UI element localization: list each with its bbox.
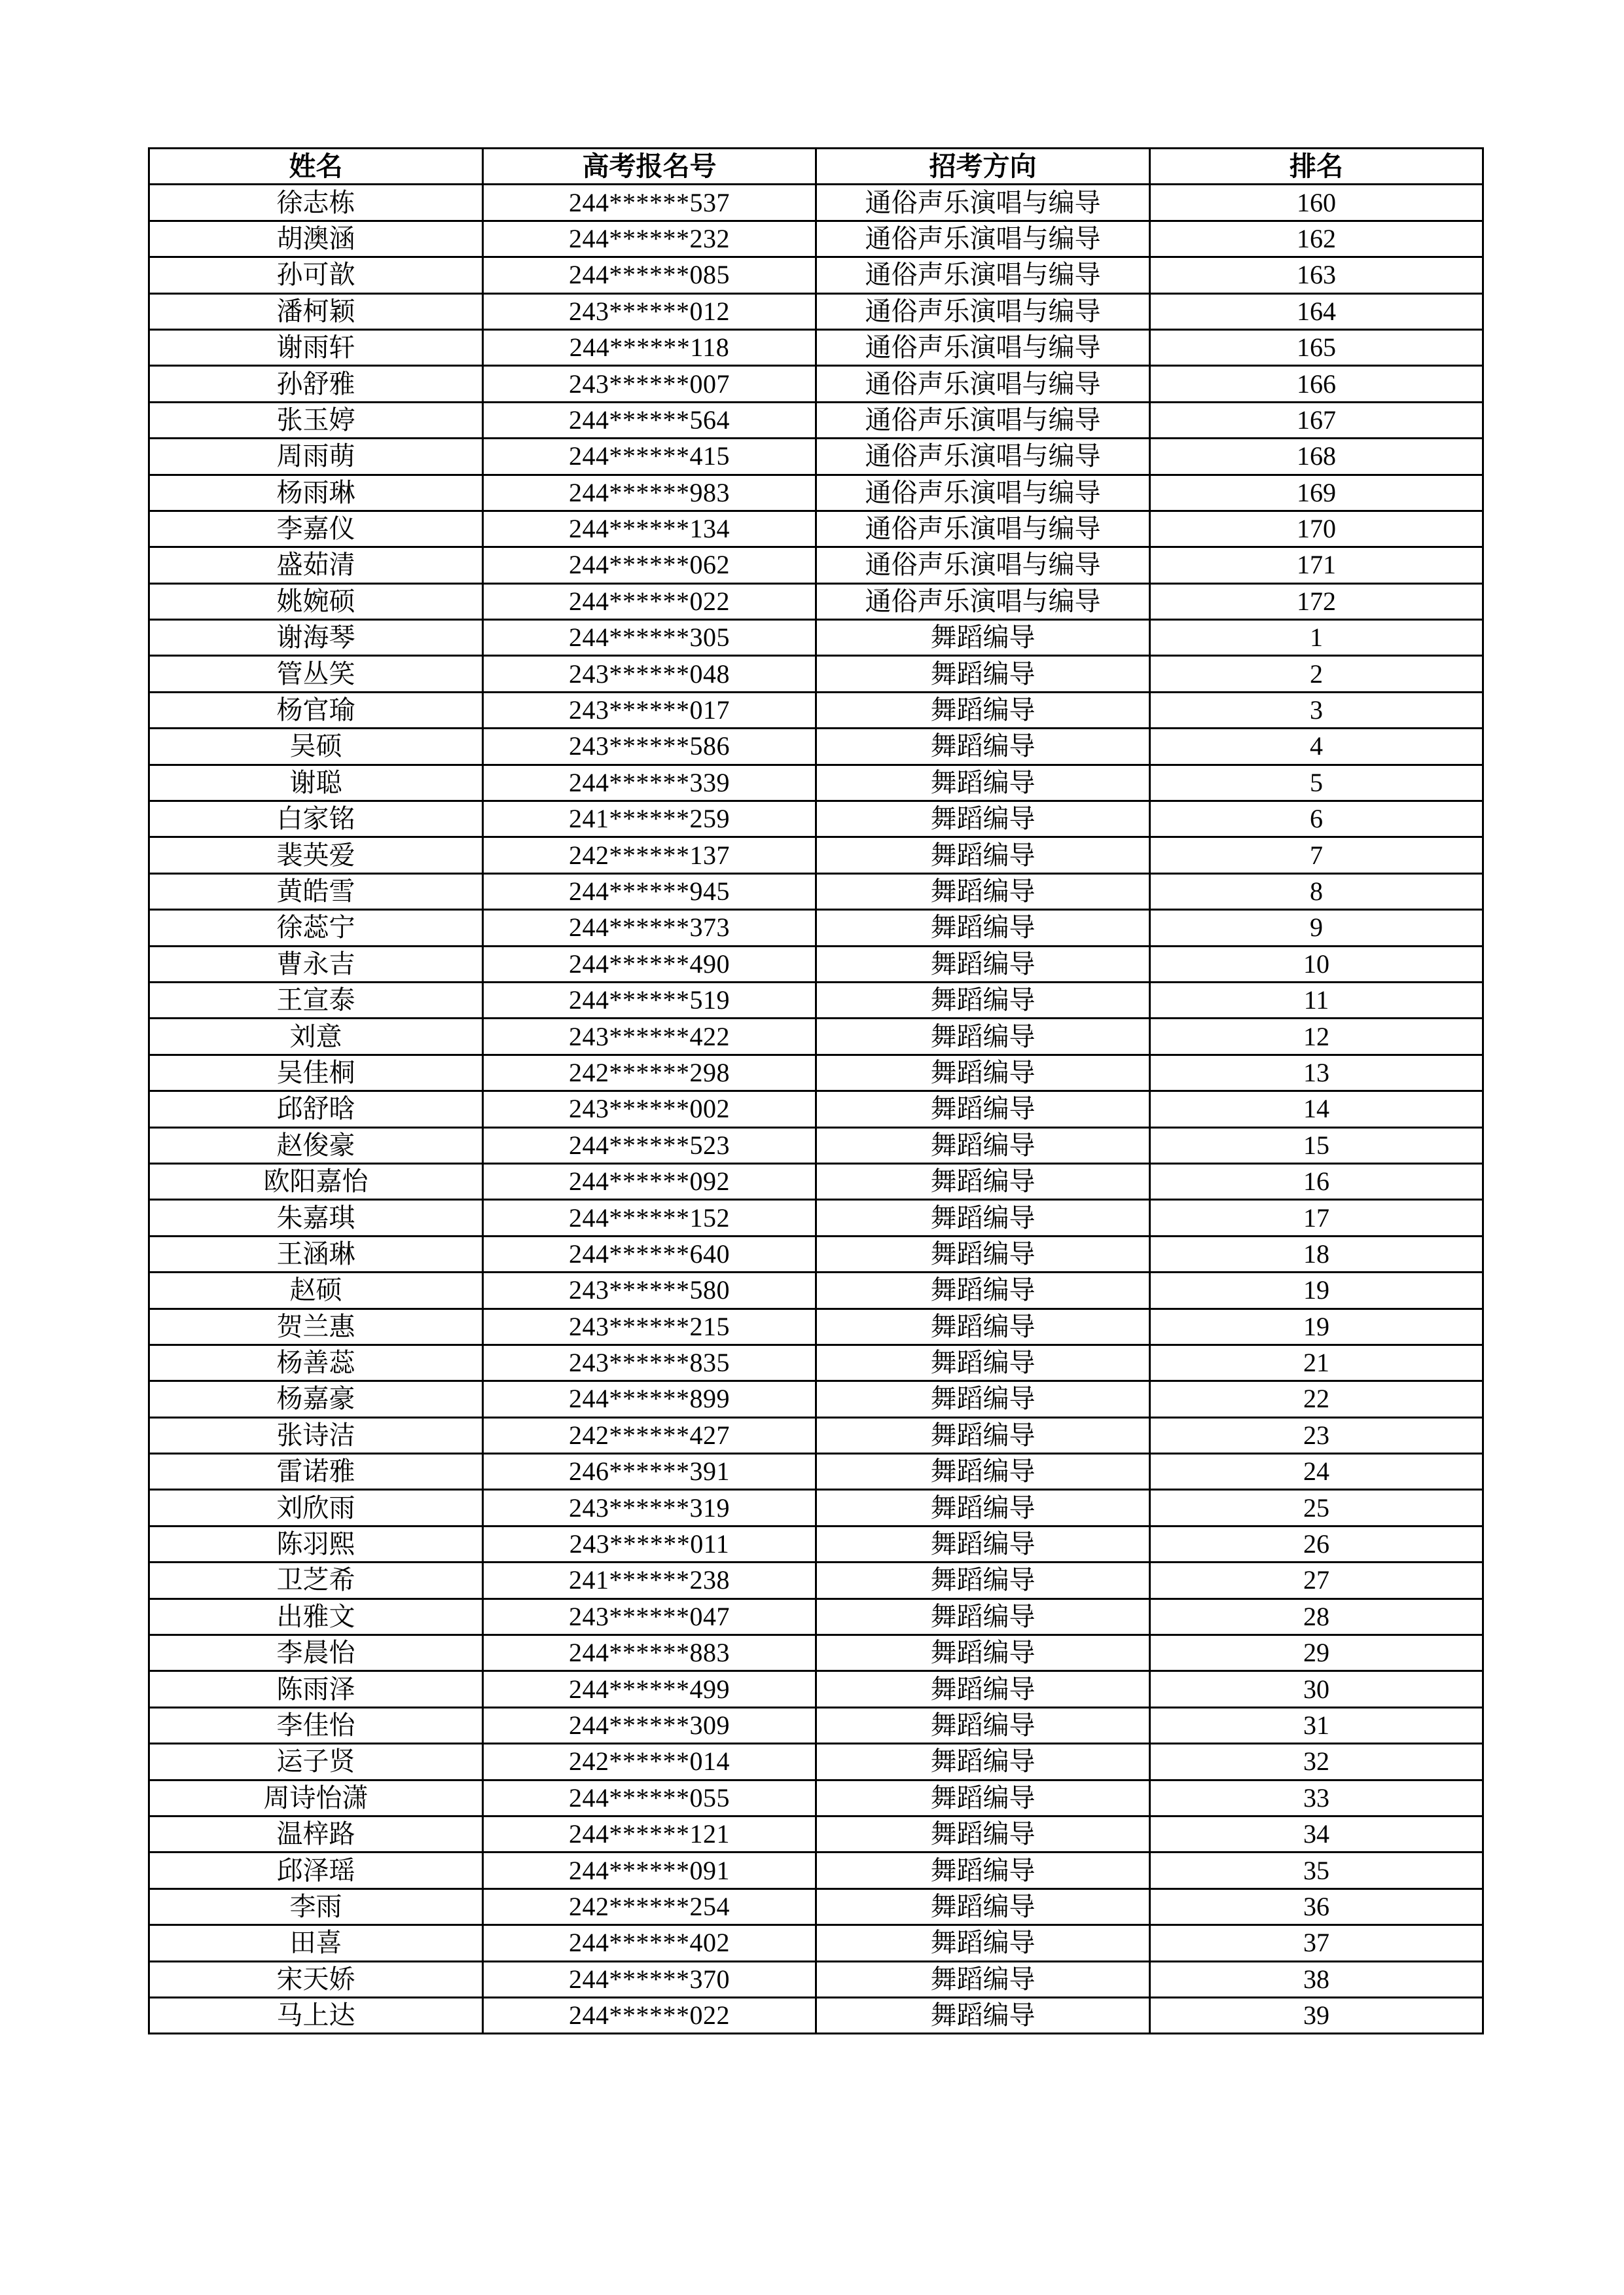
cell-direction: 通俗声乐演唱与编导 [816,583,1150,619]
cell-rank: 169 [1150,475,1483,511]
table-body [149,185,1483,2034]
table-row [149,221,1483,257]
cell-direction: 舞蹈编导 [816,656,1150,692]
cell-name: 吴佳桐 [149,1055,483,1091]
table-row [149,1309,1483,1345]
table-row [149,366,1483,402]
cell-exam-id: 243******586 [483,729,816,765]
cell-exam-id: 243******017 [483,692,816,728]
cell-name: 马上达 [149,1997,483,2033]
table-row [149,583,1483,619]
cell-name: 周诗怡潇 [149,1780,483,1816]
cell-exam-id: 244******883 [483,1635,816,1671]
table-row [149,1091,1483,1127]
cell-direction: 舞蹈编导 [816,1345,1150,1381]
cell-name: 运子贤 [149,1744,483,1780]
cell-name: 周雨萌 [149,439,483,475]
cell-direction: 通俗声乐演唱与编导 [816,366,1150,402]
cell-exam-id: 242******298 [483,1055,816,1091]
table-row [149,1852,1483,1888]
cell-direction: 通俗声乐演唱与编导 [816,329,1150,365]
cell-exam-id: 244******373 [483,910,816,946]
cell-direction: 通俗声乐演唱与编导 [816,257,1150,293]
cell-name: 谢聪 [149,765,483,801]
cell-name: 孙可歆 [149,257,483,293]
column-header-rank: 排名 [1150,149,1483,185]
cell-exam-id: 243******580 [483,1273,816,1309]
cell-rank: 4 [1150,729,1483,765]
table-row [149,1236,1483,1272]
cell-exam-id: 244******121 [483,1816,816,1852]
table-row [149,1200,1483,1236]
cell-rank: 1 [1150,620,1483,656]
cell-name: 陈羽熙 [149,1526,483,1562]
cell-direction: 舞蹈编导 [816,1381,1150,1417]
cell-exam-id: 244******519 [483,982,816,1018]
cell-direction: 舞蹈编导 [816,1707,1150,1743]
cell-direction: 舞蹈编导 [816,1055,1150,1091]
cell-rank: 17 [1150,1200,1483,1236]
table-row [149,837,1483,873]
cell-direction: 舞蹈编导 [816,1780,1150,1816]
table-row [149,873,1483,909]
column-header-direction: 招考方向 [816,149,1150,185]
cell-rank: 39 [1150,1997,1483,2033]
cell-exam-id: 243******012 [483,293,816,329]
cell-rank: 28 [1150,1599,1483,1635]
cell-rank: 163 [1150,257,1483,293]
cell-direction: 舞蹈编导 [816,1852,1150,1888]
cell-exam-id: 244******415 [483,439,816,475]
cell-name: 胡澳涵 [149,221,483,257]
cell-direction: 舞蹈编导 [816,1490,1150,1526]
cell-name: 刘欣雨 [149,1490,483,1526]
cell-rank: 8 [1150,873,1483,909]
table-row [149,1816,1483,1852]
cell-name: 宋天娇 [149,1961,483,1997]
cell-exam-id: 242******137 [483,837,816,873]
cell-name: 邱舒晗 [149,1091,483,1127]
cell-direction: 舞蹈编导 [816,873,1150,909]
cell-rank: 12 [1150,1019,1483,1055]
cell-name: 张诗洁 [149,1417,483,1453]
cell-exam-id: 244******402 [483,1925,816,1961]
cell-name: 谢雨轩 [149,329,483,365]
cell-rank: 19 [1150,1273,1483,1309]
cell-direction: 舞蹈编导 [816,801,1150,837]
cell-direction: 舞蹈编导 [816,692,1150,728]
cell-direction: 舞蹈编导 [816,910,1150,946]
cell-direction: 舞蹈编导 [816,982,1150,1018]
cell-direction: 通俗声乐演唱与编导 [816,293,1150,329]
cell-rank: 168 [1150,439,1483,475]
header-row [149,149,1483,185]
cell-exam-id: 246******391 [483,1454,816,1490]
cell-exam-id: 244******945 [483,873,816,909]
cell-name: 陈雨泽 [149,1671,483,1707]
cell-rank: 23 [1150,1417,1483,1453]
cell-rank: 13 [1150,1055,1483,1091]
cell-exam-id: 243******835 [483,1345,816,1381]
table-row [149,511,1483,547]
cell-exam-id: 244******152 [483,1200,816,1236]
cell-rank: 10 [1150,946,1483,982]
table-row [149,439,1483,475]
cell-name: 卫芝希 [149,1563,483,1599]
column-header-name: 姓名 [149,149,483,185]
cell-rank: 32 [1150,1744,1483,1780]
table-row [149,620,1483,656]
cell-direction: 舞蹈编导 [816,1925,1150,1961]
cell-rank: 25 [1150,1490,1483,1526]
cell-exam-id: 244******085 [483,257,816,293]
cell-name: 田喜 [149,1925,483,1961]
table-row [149,765,1483,801]
column-header-exam-id: 高考报名号 [483,149,816,185]
cell-direction: 舞蹈编导 [816,1236,1150,1272]
cell-exam-id: 243******011 [483,1526,816,1562]
cell-rank: 6 [1150,801,1483,837]
table-row [149,547,1483,583]
cell-exam-id: 241******238 [483,1563,816,1599]
table-row [149,1744,1483,1780]
cell-exam-id: 244******499 [483,1671,816,1707]
cell-direction: 舞蹈编导 [816,1635,1150,1671]
cell-name: 徐志栋 [149,185,483,221]
cell-name: 徐蕊宁 [149,910,483,946]
cell-name: 杨嘉豪 [149,1381,483,1417]
cell-name: 杨雨琳 [149,475,483,511]
table-row [149,1417,1483,1453]
table-row [149,1019,1483,1055]
cell-exam-id: 241******259 [483,801,816,837]
cell-exam-id: 244******899 [483,1381,816,1417]
cell-name: 出雅文 [149,1599,483,1635]
cell-exam-id: 244******305 [483,620,816,656]
table-row [149,1563,1483,1599]
cell-rank: 9 [1150,910,1483,946]
table-row [149,982,1483,1018]
cell-direction: 舞蹈编导 [816,1127,1150,1163]
cell-direction: 舞蹈编导 [816,1019,1150,1055]
cell-exam-id: 244******134 [483,511,816,547]
cell-rank: 164 [1150,293,1483,329]
cell-name: 王宣泰 [149,982,483,1018]
cell-name: 欧阳嘉怡 [149,1163,483,1199]
roster-sheet [148,147,1482,2034]
cell-rank: 33 [1150,1780,1483,1816]
table-header [149,149,1483,185]
table-row [149,656,1483,692]
cell-rank: 34 [1150,1816,1483,1852]
cell-rank: 15 [1150,1127,1483,1163]
cell-direction: 舞蹈编导 [816,620,1150,656]
cell-rank: 16 [1150,1163,1483,1199]
cell-rank: 30 [1150,1671,1483,1707]
table-row [149,1599,1483,1635]
cell-direction: 舞蹈编导 [816,1599,1150,1635]
cell-exam-id: 244******339 [483,765,816,801]
cell-rank: 18 [1150,1236,1483,1272]
cell-rank: 24 [1150,1454,1483,1490]
cell-name: 张玉婷 [149,402,483,438]
cell-rank: 21 [1150,1345,1483,1381]
table-row [149,1127,1483,1163]
table-row [149,1526,1483,1562]
cell-rank: 170 [1150,511,1483,547]
cell-direction: 舞蹈编导 [816,729,1150,765]
cell-direction: 舞蹈编导 [816,1671,1150,1707]
table-row [149,1055,1483,1091]
cell-direction: 通俗声乐演唱与编导 [816,402,1150,438]
cell-exam-id: 244******022 [483,1997,816,2033]
cell-name: 管丛笑 [149,656,483,692]
cell-name: 白家铭 [149,801,483,837]
cell-exam-id: 244******490 [483,946,816,982]
cell-exam-id: 243******007 [483,366,816,402]
table-row [149,1490,1483,1526]
cell-exam-id: 244******983 [483,475,816,511]
cell-rank: 31 [1150,1707,1483,1743]
table-row [149,1345,1483,1381]
table-row [149,1997,1483,2033]
table-row [149,402,1483,438]
cell-rank: 26 [1150,1526,1483,1562]
cell-exam-id: 243******422 [483,1019,816,1055]
cell-exam-id: 244******118 [483,329,816,365]
cell-direction: 舞蹈编导 [816,1961,1150,1997]
cell-rank: 2 [1150,656,1483,692]
cell-rank: 38 [1150,1961,1483,1997]
cell-exam-id: 242******254 [483,1888,816,1925]
cell-name: 李晨怡 [149,1635,483,1671]
cell-rank: 19 [1150,1309,1483,1345]
cell-direction: 舞蹈编导 [816,1163,1150,1199]
cell-direction: 舞蹈编导 [816,1417,1150,1453]
cell-rank: 171 [1150,547,1483,583]
table-row [149,1925,1483,1961]
cell-direction: 通俗声乐演唱与编导 [816,547,1150,583]
table-row [149,329,1483,365]
table-row [149,946,1483,982]
table-row [149,910,1483,946]
table-row [149,1780,1483,1816]
table-row [149,475,1483,511]
cell-name: 吴硕 [149,729,483,765]
cell-rank: 11 [1150,982,1483,1018]
cell-exam-id: 244******092 [483,1163,816,1199]
roster-table [148,147,1484,2034]
cell-rank: 162 [1150,221,1483,257]
table-row [149,257,1483,293]
cell-name: 邱泽瑶 [149,1852,483,1888]
cell-rank: 29 [1150,1635,1483,1671]
table-row [149,729,1483,765]
table-row [149,1707,1483,1743]
cell-direction: 舞蹈编导 [816,1563,1150,1599]
table-row [149,1888,1483,1925]
cell-exam-id: 243******319 [483,1490,816,1526]
cell-rank: 172 [1150,583,1483,619]
table-row [149,692,1483,728]
cell-exam-id: 244******022 [483,583,816,619]
cell-exam-id: 244******091 [483,1852,816,1888]
cell-exam-id: 244******537 [483,185,816,221]
cell-name: 赵硕 [149,1273,483,1309]
cell-name: 裴英爱 [149,837,483,873]
table-row [149,1163,1483,1199]
cell-name: 李雨 [149,1888,483,1925]
cell-exam-id: 244******309 [483,1707,816,1743]
cell-name: 杨善蕊 [149,1345,483,1381]
cell-name: 雷诺雅 [149,1454,483,1490]
cell-name: 温梓路 [149,1816,483,1852]
cell-direction: 舞蹈编导 [816,1309,1150,1345]
cell-rank: 167 [1150,402,1483,438]
cell-direction: 舞蹈编导 [816,1200,1150,1236]
cell-rank: 37 [1150,1925,1483,1961]
table-row [149,1381,1483,1417]
cell-direction: 舞蹈编导 [816,837,1150,873]
cell-direction: 舞蹈编导 [816,1273,1150,1309]
cell-name: 曹永吉 [149,946,483,982]
table-row [149,1635,1483,1671]
cell-name: 盛茹清 [149,547,483,583]
cell-rank: 166 [1150,366,1483,402]
cell-name: 黄皓雪 [149,873,483,909]
cell-rank: 22 [1150,1381,1483,1417]
table-row [149,801,1483,837]
cell-name: 杨官瑜 [149,692,483,728]
cell-name: 朱嘉琪 [149,1200,483,1236]
cell-direction: 通俗声乐演唱与编导 [816,475,1150,511]
cell-direction: 舞蹈编导 [816,946,1150,982]
cell-exam-id: 244******232 [483,221,816,257]
cell-direction: 舞蹈编导 [816,1526,1150,1562]
cell-name: 刘意 [149,1019,483,1055]
cell-rank: 3 [1150,692,1483,728]
cell-exam-id: 244******055 [483,1780,816,1816]
cell-exam-id: 243******047 [483,1599,816,1635]
cell-direction: 舞蹈编导 [816,1888,1150,1925]
cell-name: 王涵琳 [149,1236,483,1272]
cell-rank: 7 [1150,837,1483,873]
cell-name: 潘柯颖 [149,293,483,329]
cell-direction: 通俗声乐演唱与编导 [816,221,1150,257]
cell-exam-id: 242******014 [483,1744,816,1780]
cell-exam-id: 244******062 [483,547,816,583]
cell-rank: 165 [1150,329,1483,365]
cell-exam-id: 244******370 [483,1961,816,1997]
cell-name: 姚婉硕 [149,583,483,619]
cell-direction: 舞蹈编导 [816,1091,1150,1127]
cell-rank: 27 [1150,1563,1483,1599]
cell-exam-id: 244******523 [483,1127,816,1163]
cell-exam-id: 242******427 [483,1417,816,1453]
cell-exam-id: 243******048 [483,656,816,692]
cell-name: 贺兰惠 [149,1309,483,1345]
cell-rank: 160 [1150,185,1483,221]
table-row [149,185,1483,221]
cell-direction: 通俗声乐演唱与编导 [816,511,1150,547]
table-row [149,293,1483,329]
cell-exam-id: 243******215 [483,1309,816,1345]
cell-exam-id: 243******002 [483,1091,816,1127]
cell-name: 孙舒雅 [149,366,483,402]
cell-rank: 5 [1150,765,1483,801]
cell-direction: 通俗声乐演唱与编导 [816,439,1150,475]
table-row [149,1273,1483,1309]
cell-rank: 36 [1150,1888,1483,1925]
table-row [149,1454,1483,1490]
cell-exam-id: 244******640 [483,1236,816,1272]
cell-name: 李嘉仪 [149,511,483,547]
cell-direction: 舞蹈编导 [816,765,1150,801]
cell-direction: 通俗声乐演唱与编导 [816,185,1150,221]
cell-exam-id: 244******564 [483,402,816,438]
cell-name: 李佳怡 [149,1707,483,1743]
cell-rank: 14 [1150,1091,1483,1127]
cell-name: 谢海琴 [149,620,483,656]
cell-rank: 35 [1150,1852,1483,1888]
cell-direction: 舞蹈编导 [816,1816,1150,1852]
cell-direction: 舞蹈编导 [816,1454,1150,1490]
cell-name: 赵俊豪 [149,1127,483,1163]
cell-direction: 舞蹈编导 [816,1744,1150,1780]
cell-direction: 舞蹈编导 [816,1997,1150,2033]
table-row [149,1961,1483,1997]
table-row [149,1671,1483,1707]
